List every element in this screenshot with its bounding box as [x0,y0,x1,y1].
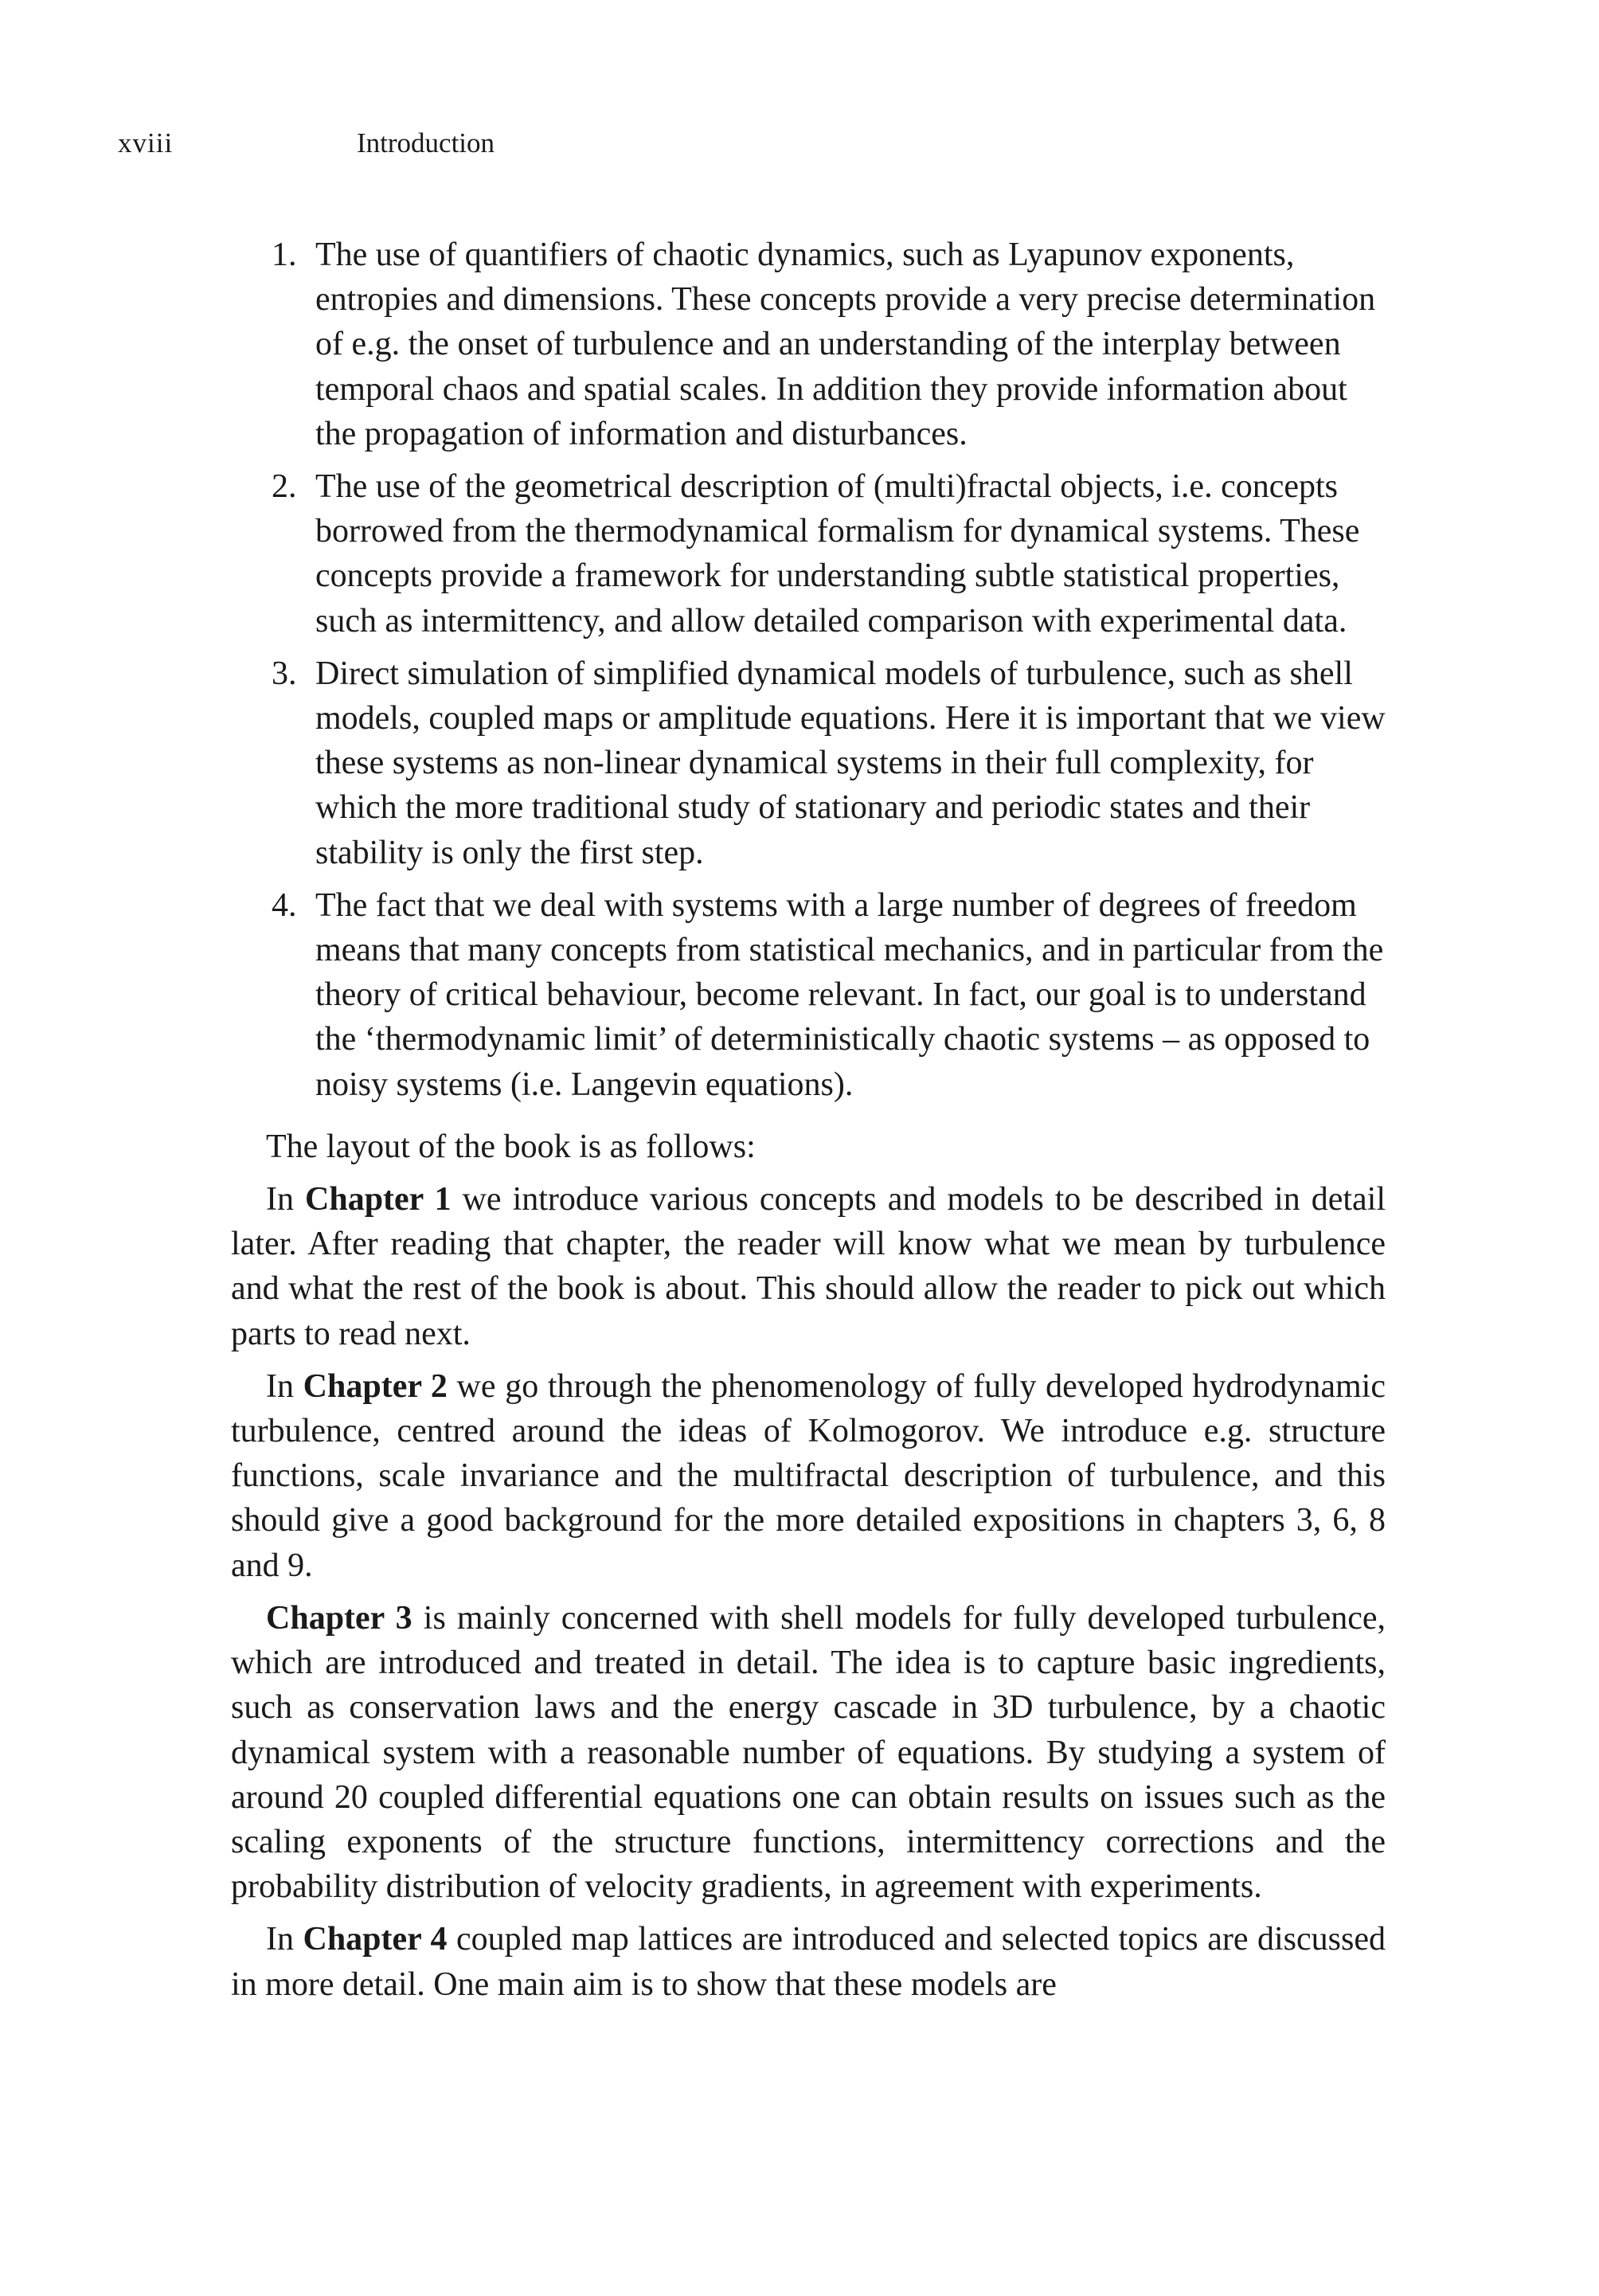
paragraph-text: coupled map lattices are introduced and selected topics are discussed in more detail. One main aim is to show that these models are [231,1921,1386,2003]
list-item [272,464,1386,643]
page-number: xviii [118,127,174,158]
list-item [272,883,1386,1107]
chapter-reference: Chapter 3 [266,1599,412,1637]
chapter-4-paragraph [231,1917,1386,2006]
paragraph-text: is mainly concerned with shell models for fully developed turbulence, which are introduced and treated in detail. The idea is to capture basic ingredients, such as conservation laws and the energy cascade in 3D turbulence, by a chaotic dynamical system with a reasonable number of equations. By studying a system of around 20 coupled differential equations one can obtain results on issues such as the scaling exponents of the structure functions, intermittency corrections and the probability distribution of velocity gradients, in agreement with experiments. [231,1599,1386,1906]
running-title: Introduction [357,127,495,158]
list-item-number: 3. [272,655,297,692]
layout-intro-paragraph: The layout of the book is as follows: [266,1128,756,1165]
list-item-number: 2. [272,468,297,506]
chapter-reference: Chapter 4 [303,1921,448,1958]
paragraph-prefix: In [266,1367,303,1405]
chapter-2-paragraph [231,1364,1386,1588]
list-item-text: The fact that we deal with systems with a large number of degrees of freedom means that many concepts from statistical mechanics, and in particular from the theory of critical behaviour, become relevant. In fact, our goal is to understand the ‘thermodynamic limit’ of deterministically chaotic systems – as opposed to noisy systems (i.e. Langevin equations). [315,886,1384,1103]
list-item-text: The use of quantifiers of chaotic dynamics, such as Lyapunov exponents, entropies and dimensions. These concepts provide a very precise determination of e.g. the onset of turbulence and an understanding of the interplay between temporal chaos and spatial scales. In addition they provide information about the propagation of information and disturbances. [315,237,1376,452]
numbered-list [231,233,1386,1107]
chapter-reference: Chapter 2 [303,1367,448,1405]
list-item [272,233,1386,456]
list-item-number: 4. [272,886,297,924]
chapter-3-paragraph [231,1596,1386,1909]
paragraph-text: we introduce various concepts and models to be described in detail later. After reading that chapter, the reader will know what we mean by turbulence and what the rest of the book is about. This should allow the reader to pick out which parts to read next. [231,1181,1386,1352]
list-item-text: The use of the geometrical description of (multi)fractal objects, i.e. concepts borrowed from the thermodynamical formalism for dynamical systems. These concepts provide a framework for understanding subtle statistical properties, such as intermittency, and allow detailed comparison with experimental data. [315,468,1360,640]
paragraph-text: we go through the phenomenology of fully developed hydrodynamic turbulence, centred around the ideas of Kolmogorov. We introduce e.g. structure functions, scale invariance and the multifractal description of turbulence, and this should give a good background for the more detailed expositions in chapters 3, 6, 8 and 9. [231,1367,1386,1584]
list-item [272,651,1386,875]
list-item-number: 1. [272,237,297,273]
paragraph-prefix: In [266,1921,303,1958]
paragraph-prefix: In [266,1181,305,1218]
chapter-1-paragraph [231,1177,1386,1356]
list-item-text: Direct simulation of simplified dynamical models of turbulence, such as shell models, coupled maps or amplitude equations. Here it is important that we view these systems as non-linear dynamical systems in their full complexity, for which the more traditional study of stationary and periodic states and their stability is only the first step. [315,655,1386,871]
chapter-reference: Chapter 1 [305,1181,452,1218]
running-head [118,127,1511,167]
body-text [231,233,1386,2007]
